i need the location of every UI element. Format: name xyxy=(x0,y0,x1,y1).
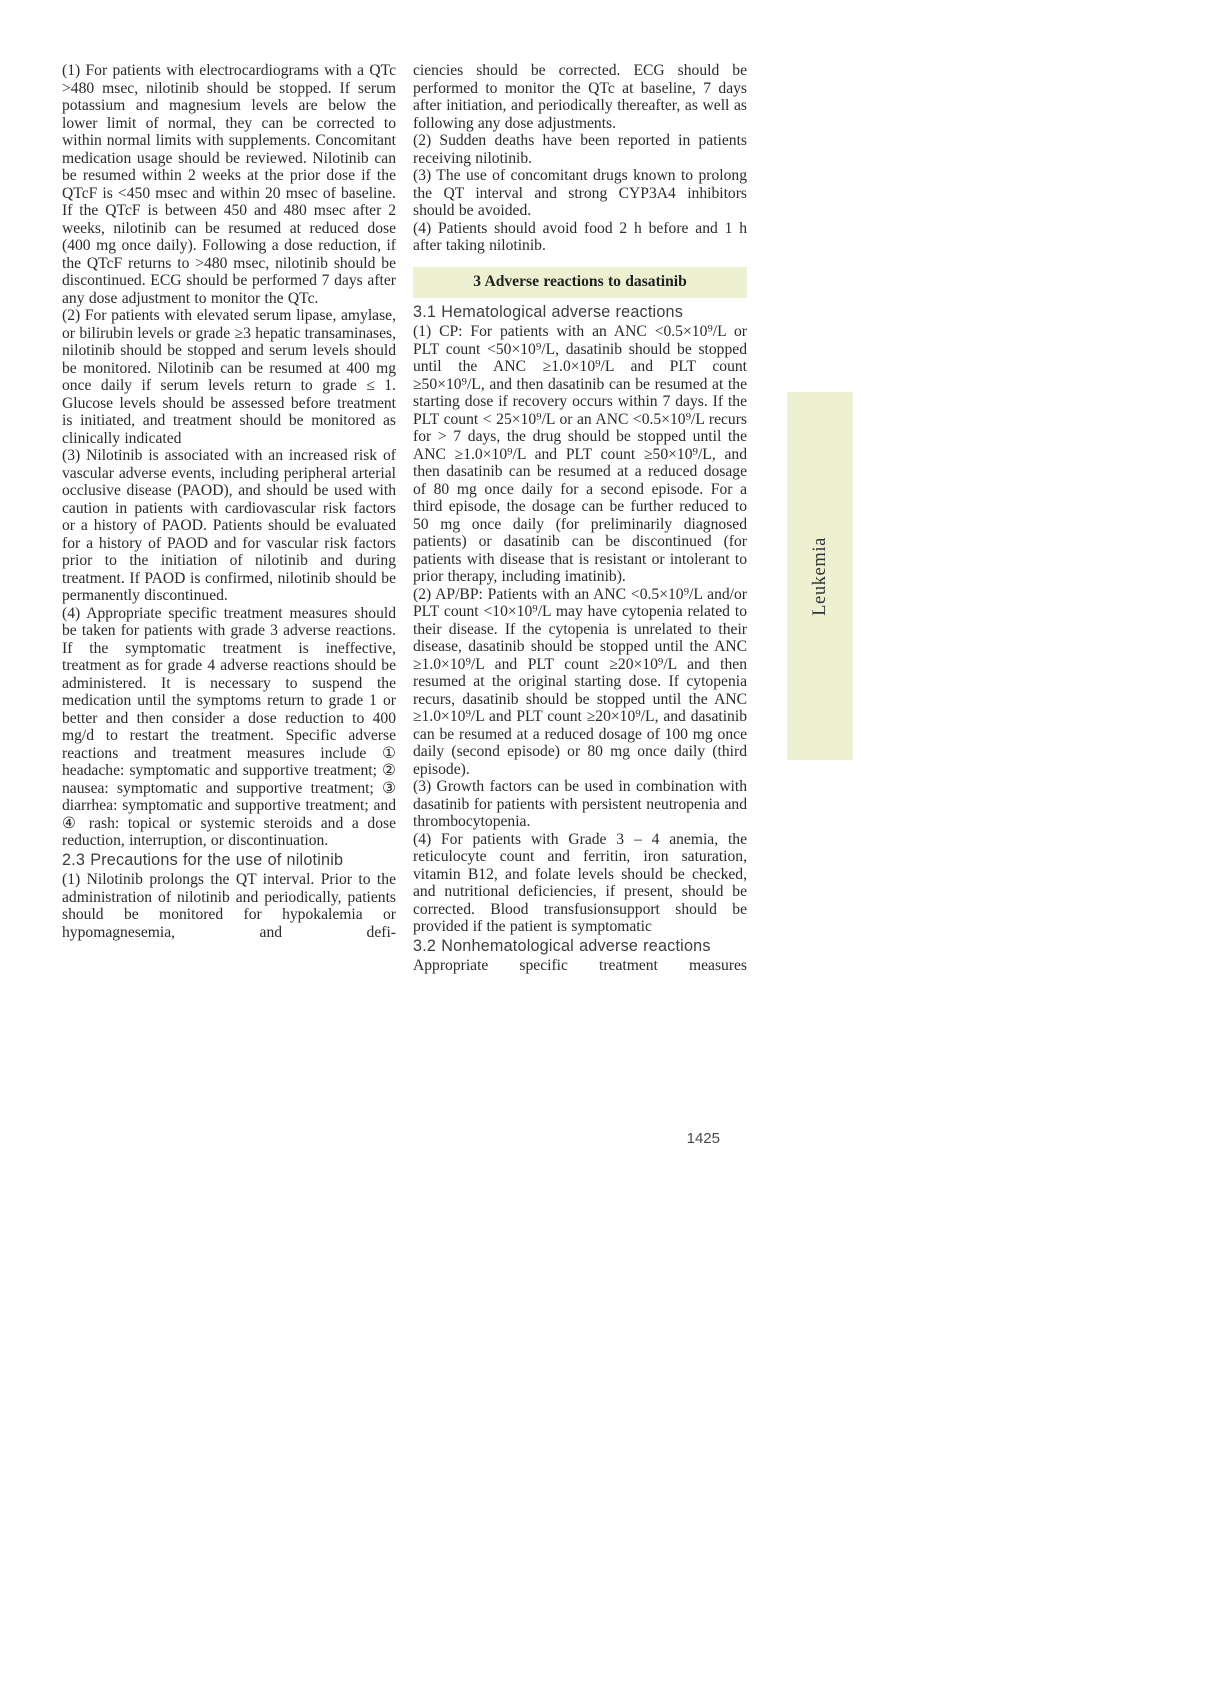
left-column xyxy=(62,62,396,941)
paragraph: (1) For patients with electrocardiograms with a QTc >480 msec, nilotinib should be stopped. If serum potassium and magnesium levels are below the lower limit of normal, they can be corrected to within normal limits with supplements. Concomitant medication usage should be reviewed. Nilotinib can be resumed within 2 weeks at the prior dose if the QTcF is <450 msec and within 20 msec of baseline. If the QTcF is between 450 and 480 msec after 2 weeks, nilotinib can be resumed at reduced dose (400 mg once daily). Following a dose reduction, if the QTcF returns to >480 msec, nilotinib should be discontinued. ECG should be performed 7 days after any dose adjustment to monitor the QTc. xyxy=(62,62,396,307)
section-heading-3-1: 3.1 Hematological adverse reactions xyxy=(413,302,684,321)
page-number: 1425 xyxy=(686,1130,720,1147)
paragraph: (2) Sudden deaths have been reported in patients receiving nilotinib. xyxy=(413,132,747,167)
side-tab-label: Leukemia xyxy=(809,536,830,616)
section-banner xyxy=(413,267,747,298)
paragraph: (3) The use of concomitant drugs known to prolong the QT interval and strong CYP3A4 inhibitors should be avoided. xyxy=(413,167,747,219)
section-heading-2-3: 2.3 Precautions for the use of nilotinib xyxy=(62,850,344,869)
paragraph: (3) Growth factors can be used in combination with dasatinib for patients with persistent neutropenia and thrombocytopenia. xyxy=(413,778,747,830)
paragraph: (1) CP: For patients with an ANC <0.5×10⁹/L or PLT count <50×10⁹/L, dasatinib should be stopped until the ANC ≥1.0×10⁹/L and PLT count ≥50×10⁹/L, and then dasatinib can be resumed at the starting dose if recovery occurs within 7 days. If the PLT count < 25×10⁹/L or an ANC <0.5×10⁹/L recurs for > 7 days, the drug should be stopped until the ANC ≥1.0×10⁹/L and PLT count ≥50×10⁹/L, and then dasatinib can be resumed at a reduced dosage of 80 mg once daily for a second episode. For a third episode, the dosage can be further reduced to 50 mg once daily (for preliminarily diagnosed patients) or dasatinib can be discontinued (for patients with disease that is resistant or intolerant to prior therapy, including imatinib). xyxy=(413,323,747,585)
section-heading-3-2: 3.2 Nonhematological adverse reactions xyxy=(413,936,711,955)
paragraph: (2) For patients with elevated serum lipase, amylase, or bilirubin levels or grade ≥3 hepatic transaminases, nilotinib should be stopped and serum levels should be monitored. Nilotinib can be resumed at 400 mg once daily if serum levels return to grade ≤ 1. Glucose levels should be assessed before treatment is initiated, and treatment should be monitored as clinically indicated xyxy=(62,307,396,447)
paragraph: ciencies should be corrected. ECG should be performed to monitor the QTc at baseline, 7 days after initiation, and periodically thereafter, as well as following any dose adjustments. xyxy=(413,62,747,132)
paragraph: (2) AP/BP: Patients with an ANC <0.5×10⁹/L and/or PLT count <10×10⁹/L may have cytopenia related to their disease. If the cytopenia is unrelated to their disease, dasatinib should be stopped until the ANC ≥1.0×10⁹/L and PLT count ≥20×10⁹/L and then resumed at the original starting dose. If cytopenia recurs, dasatinib should be stopped until the ANC ≥1.0×10⁹/L and PLT count ≥20×10⁹/L, and dasatinib can be resumed at a reduced dosage of 100 mg once daily (second episode) or 80 mg once daily (third episode). xyxy=(413,585,747,778)
paragraph: Appropriate specific treatment measures xyxy=(413,957,747,974)
right-column xyxy=(413,62,747,975)
paragraph: (4) Appropriate specific treatment measures should be taken for patients with grade 3 adverse reactions. If the symptomatic treatment is ineffective, treatment as for grade 4 adverse reactions should be administered. It is necessary to suspend the medication until the symptoms return to grade 1 or better and then consider a dose reduction to 400 mg/d to restart the treatment. Specific adverse reactions and treatment measures include ① headache: symptomatic and supportive treatment; ② nausea: symptomatic and supportive treatment; ③ diarrhea: symptomatic and supportive treatment; and ④ rash: topical or systemic steroids and a dose reduction, interruption, or discontinuation. xyxy=(62,604,396,849)
paragraph: (4) Patients should avoid food 2 h before and 1 h after taking nilotinib. xyxy=(413,219,747,254)
paragraph: (3) Nilotinib is associated with an increased risk of vascular adverse events, including peripheral arterial occlusive disease (PAOD), and should be used with caution in patients with cardiovascular risk factors or a history of PAOD. Patients should be evaluated for a history of PAOD and for vascular risk factors prior to the initiation of nilotinib and during treatment. If PAOD is confirmed, nilotinib should be permanently discontinued. xyxy=(62,447,396,604)
section-banner-title: 3 Adverse reactions to dasatinib xyxy=(473,272,687,290)
paragraph: (1) Nilotinib prolongs the QT interval. Prior to the administration of nilotinib and periodically, patients should be monitored for hypokalemia or hypomagnesemia, and defi- xyxy=(62,871,396,941)
paragraph: (4) For patients with Grade 3 – 4 anemia, the reticulocyte count and ferritin, iron saturation, vitamin B12, and folate levels should be checked, and nutritional deficiencies, if present, should be corrected. Blood transfusionsupport should be provided if the patient is symptomatic xyxy=(413,830,747,935)
side-tab-leukemia xyxy=(787,392,853,760)
